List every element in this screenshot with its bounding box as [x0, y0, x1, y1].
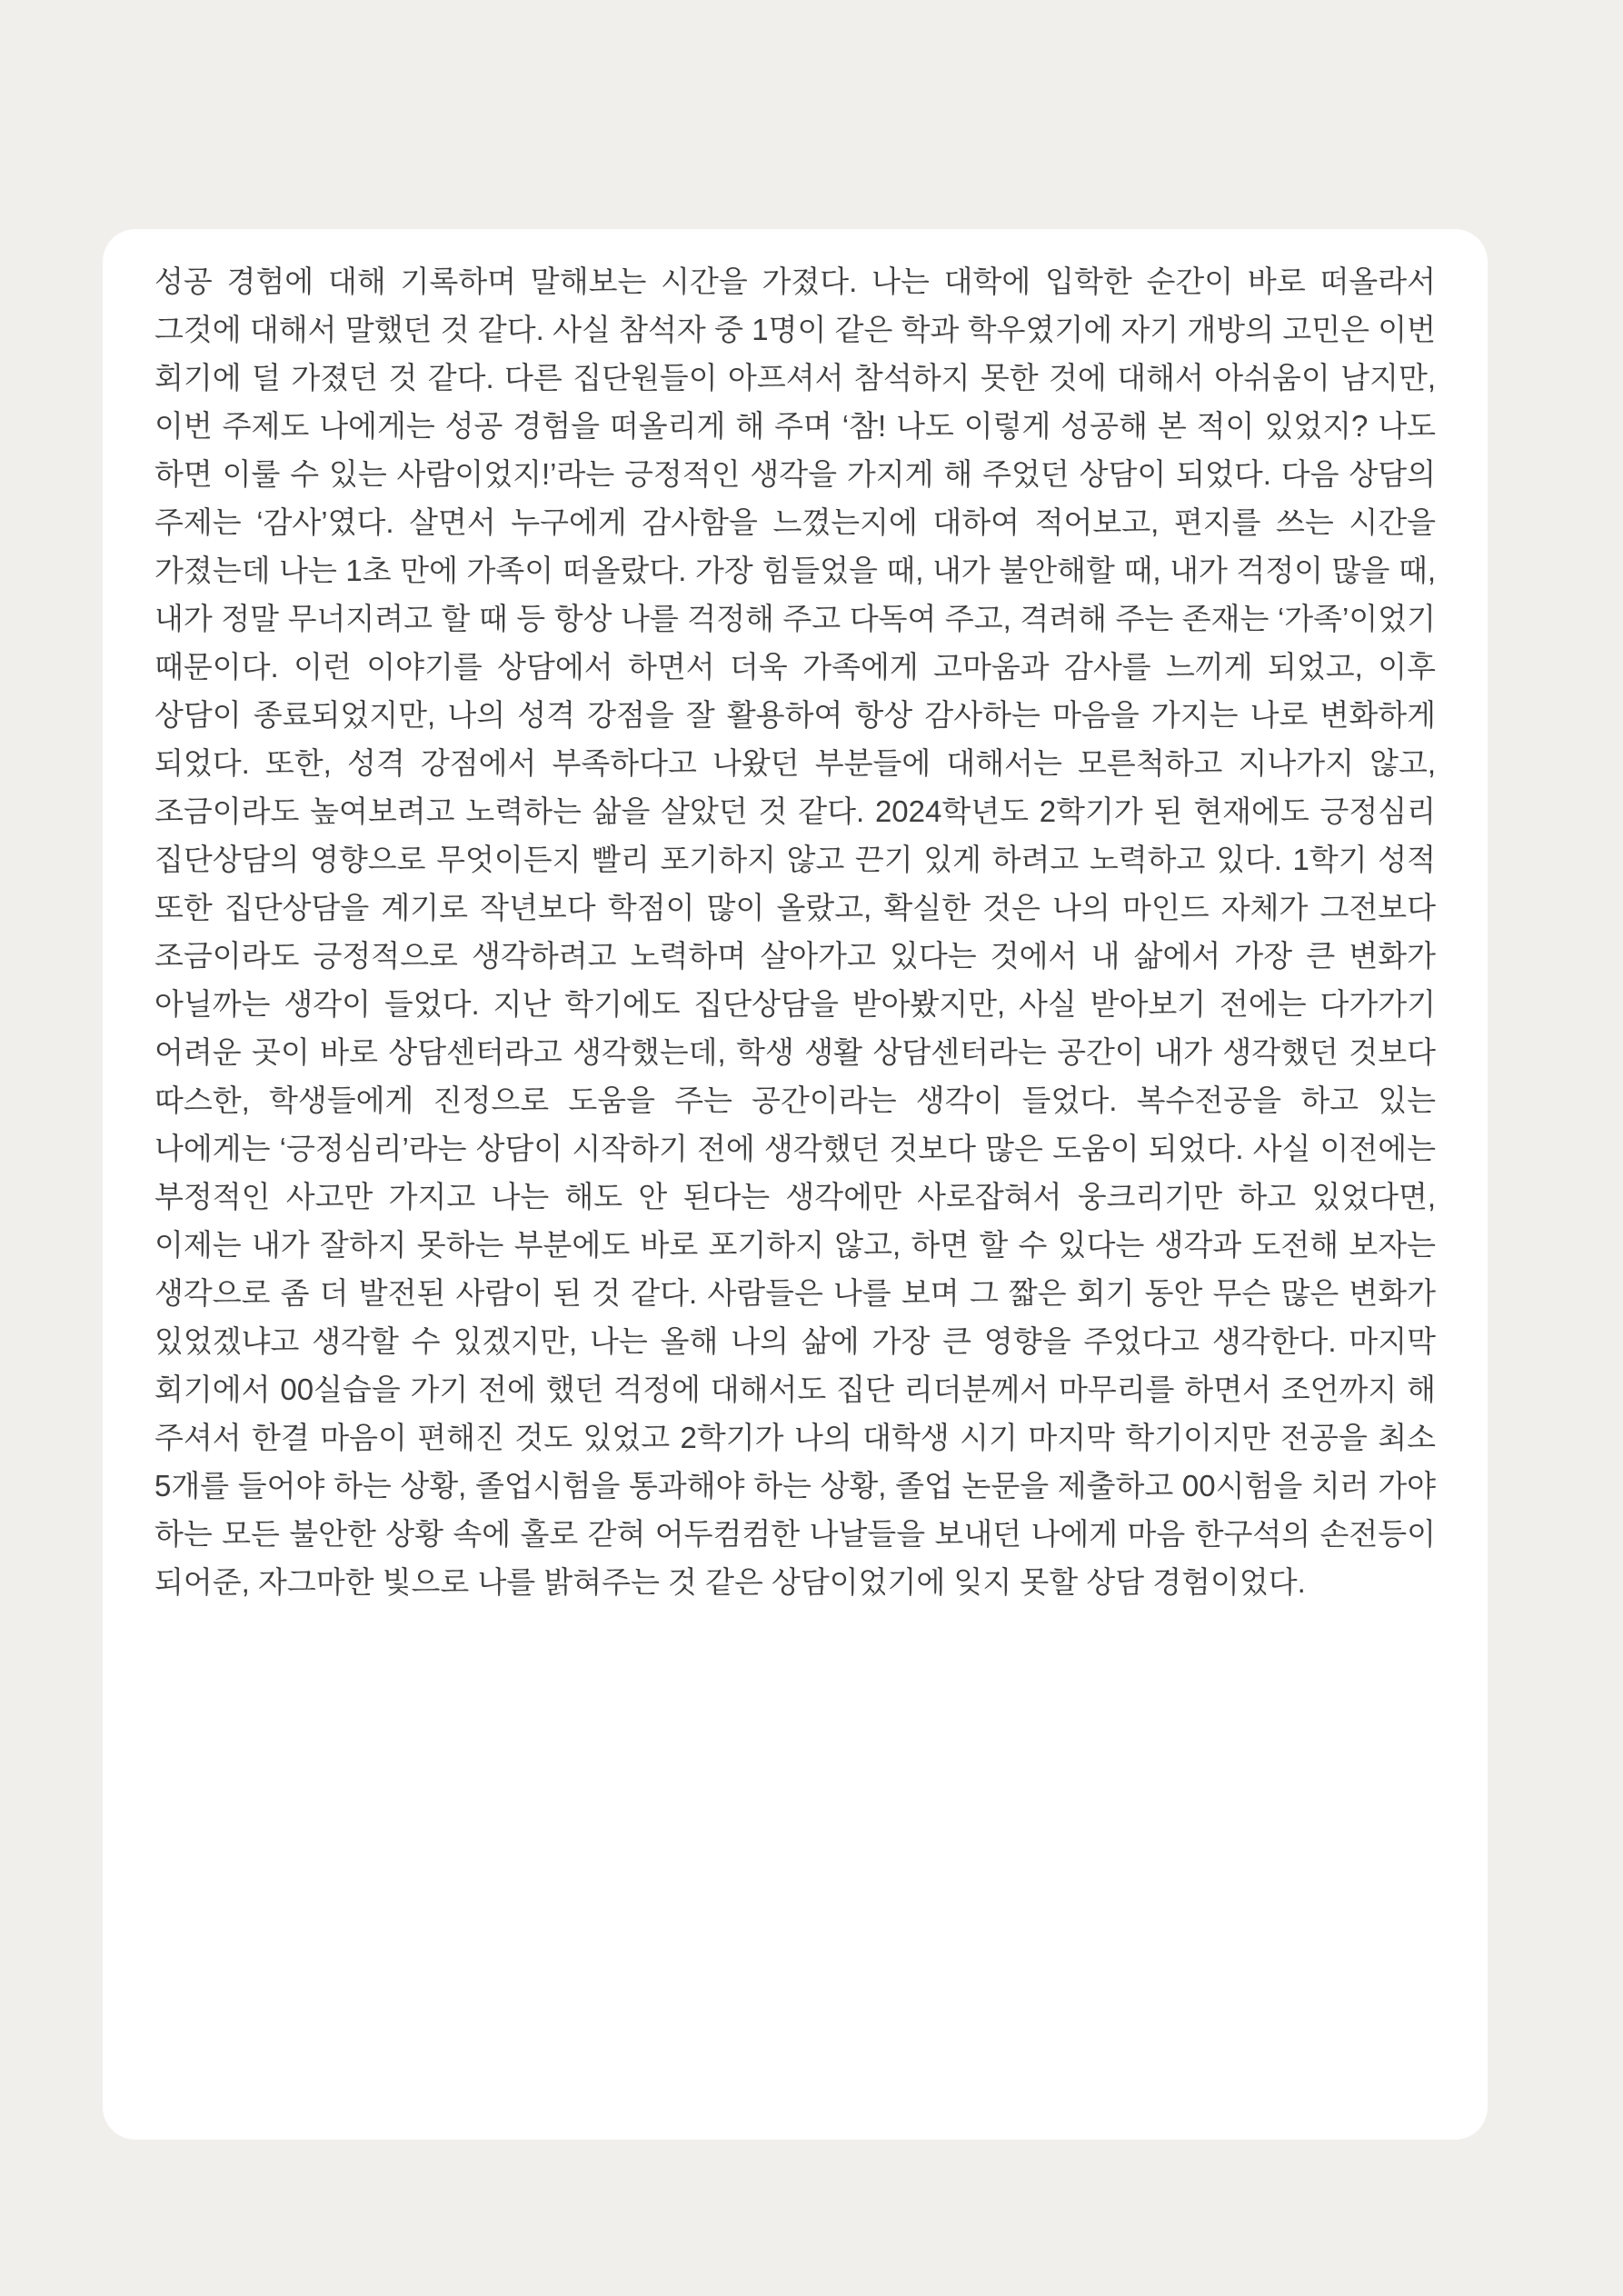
document-card — [103, 229, 1488, 2140]
essay-body-text: 성공 경험에 대해 기록하며 말해보는 시간을 가졌다. 나는 대학에 입학한 순간이 바로 떠올라서 그것에 대해서 말했던 것 같다. 사실 참석자 중 1명이 같은 학과 학우였기에 자기 개방의 고민은 이번 회기에 덜 가졌던 것 같다. 다른 집단원들이 아프셔서 참석하지 못한 것에 대해서 아쉬움이 남지만, 이번 주제도 나에게는 성공 경험을 떠올리게 해 주며 ‘참! 나도 이렇게 성공해 본 적이 있었지? 나도 하면 이룰 수 있는 사람이었지!’라는 긍정적인 생각을 가지게 해 주었던 상담이 되었다. 다음 상담의 주제는 ‘감사’였다. 살면서 누구에게 감사함을 느꼈는지에 대하여 적어보고, 편지를 쓰는 시간을 가졌는데 나는 1초 만에 가족이 떠올랐다. 가장 힘들었을 때, 내가 불안해할 때, 내가 걱정이 많을 때, 내가 정말 무너지려고 할 때 등 항상 나를 걱정해 주고 다독여 주고, 격려해 주는 존재는 ‘가족’이었기 때문이다. 이런 이야기를 상담에서 하면서 더욱 가족에게 고마움과 감사를 느끼게 되었고, 이후 상담이 종료되었지만, 나의 성격 강점을 잘 활용하여 항상 감사하는 마음을 가지는 나로 변화하게 되었다. 또한, 성격 강점에서 부족하다고 나왔던 부분들에 대해서는 모른척하고 지나가지 않고, 조금이라도 높여보려고 노력하는 삶을 살았던 것 같다. 2024학년도 2학기가 된 현재에도 긍정심리 집단상담의 영향으로 무엇이든지 빨리 포기하지 않고 끈기 있게 하려고 노력하고 있다. 1학기 성적 또한 집단상담을 계기로 작년보다 학점이 많이 올랐고, 확실한 것은 나의 마인드 자체가 그전보다 조금이라도 긍정적으로 생각하려고 노력하며 살아가고 있다는 것에서 내 삶에서 가장 큰 변화가 아닐까는 생각이 들었다. 지난 학기에도 집단상담을 받아봤지만, 사실 받아보기 전에는 다가가기 어려운 곳이 바로 상담센터라고 생각했는데, 학생 생활 상담센터라는 공간이 내가 생각했던 것보다 따스한, 학생들에게 진정으로 도움을 주는 공간이라는 생각이 들었다. 복수전공을 하고 있는 나에게는 ‘긍정심리’라는 상담이 시작하기 전에 생각했던 것보다 많은 도움이 되었다. 사실 이전에는 부정적인 사고만 가지고 나는 해도 안 된다는 생각에만 사로잡혀서 웅크리기만 하고 있었다면, 이제는 내가 잘하지 못하는 부분에도 바로 포기하지 않고, 하면 할 수 있다는 생각과 도전해 보자는 생각으로 좀 더 발전된 사람이 된 것 같다. 사람들은 나를 보며 그 짧은 회기 동안 무슨 많은 변화가 있었겠냐고 생각할 수 있겠지만, 나는 올해 나의 삶에 가장 큰 영향을 주었다고 생각한다. 마지막 회기에서 00실습을 가기 전에 했던 걱정에 대해서도 집단 리더분께서 마무리를 하면서 조언까지 해 주셔서 한결 마음이 편해진 것도 있었고 2학기가 나의 대학생 시기 마지막 학기이지만 전공을 최소 5개를 들어야 하는 상황, 졸업시험을 통과해야 하는 상황, 졸업 논문을 제출하고 00시험을 치러 가야 하는 모든 불안한 상황 속에 홀로 갇혀 어두컴컴한 나날들을 보내던 나에게 마음 한구석의 손전등이 되어준, 자그마한 빛으로 나를 밝혀주는 것 같은 상담이었기에 잊지 못할 상담 경험이었다. — [154, 265, 1436, 1599]
